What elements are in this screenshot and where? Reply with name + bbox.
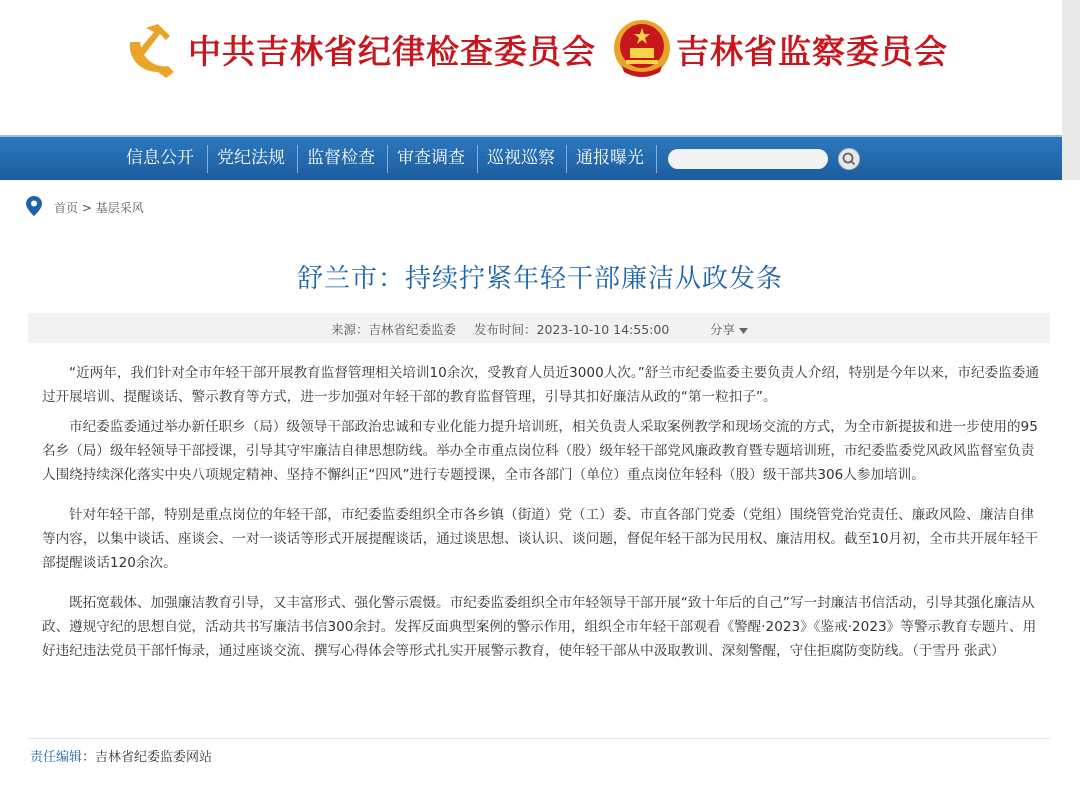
time-value: 2023-10-10 14:55:00 — [536, 322, 670, 337]
share-label: 分享 — [710, 322, 736, 337]
search-button[interactable] — [838, 148, 860, 170]
breadcrumb-separator: > — [81, 201, 92, 215]
nav-divider — [207, 145, 208, 173]
nav-item-investigation[interactable]: 审查调查 — [397, 148, 465, 168]
article-title: 舒兰市：持续拧紧年轻干部廉洁从政发条 — [296, 264, 783, 294]
nav-divider — [477, 145, 478, 173]
location-pin-icon — [26, 196, 42, 216]
search-icon — [839, 149, 859, 169]
editor-value: 吉林省纪委监委网站 — [95, 750, 213, 765]
nav-item-inspection-tour[interactable]: 巡视巡察 — [487, 148, 555, 168]
national-emblem-icon — [612, 18, 672, 80]
footer-divider — [28, 738, 1050, 739]
nav-item-party-regulations[interactable]: 党纪法规 — [217, 148, 285, 168]
caret-down-icon — [739, 328, 748, 334]
nav-divider — [297, 145, 298, 173]
party-emblem-icon — [118, 20, 180, 82]
nav-item-supervision[interactable]: 监督检查 — [307, 148, 375, 168]
share-button[interactable] — [710, 320, 748, 338]
article-paragraph: “近两年，我们针对全市年轻干部开展教育监督管理相关培训10余次，受教育人员近3000人次。”舒兰市纪委监委主要负责人介绍，特别是今年以来，市纪委监委通过开展培训、提醒谈话、警示教育等方式，进一步加强对年轻干部的教育监督管理，引导其扣好廉洁从政的“第一粒扣子”。 — [42, 365, 1039, 405]
nav-item-info-disclosure[interactable]: 信息公开 — [126, 148, 194, 168]
breadcrumb-home-link[interactable]: 首页 — [54, 201, 79, 215]
org-name-discipline: 中共吉林省纪律检查委员会 — [188, 32, 596, 71]
editor-separator: ： — [82, 750, 96, 765]
breadcrumb-current-link[interactable]: 基层采风 — [95, 201, 144, 215]
editor-label: 责任编辑 — [30, 750, 83, 765]
article-meta-bar — [28, 313, 1050, 343]
source-value: 吉林省纪委监委 — [368, 322, 457, 337]
nav-divider — [566, 145, 567, 173]
org-name-supervision: 吉林省监察委员会 — [676, 32, 948, 71]
time-label: 发布时间： — [474, 322, 537, 337]
nav-divider — [656, 145, 657, 173]
nav-item-exposure[interactable]: 通报曝光 — [576, 148, 644, 168]
main-nav — [0, 135, 1062, 180]
site-header — [0, 0, 1062, 135]
article-paragraph: 市纪委监委通过举办新任职乡（局）级领导干部政治忠诚和专业化能力提升培训班，相关负责人采取案例教学和现场交流的方式，为全市新提拔和进一步使用的95名乡（局）级年轻领导干部授课，引导其守牢廉洁自律思想防线。举办全市重点岗位科（股）级年轻干部党风廉政教育暨专题培训班，市纪委监委党风政风监督室负责人围绕持续深化落实中央八项规定精神、坚持不懈纠正“四风”进行专题授课，全市各部门（单位）重点岗位年轻科（股）级干部共306人参加培训。 — [42, 419, 1038, 483]
source-label: 来源： — [331, 322, 369, 337]
article-publish-time — [474, 320, 669, 338]
article-source — [331, 320, 456, 338]
article-body — [42, 361, 1042, 663]
article-paragraph: 针对年轻干部，特别是重点岗位的年轻干部，市纪委监委组织全市各乡镇（街道）党（工）委、市直各部门党委（党组）围绕管党治党责任、廉政风险、廉洁自律等内容，以集中谈话、座谈会、一对一谈话等形式开展提醒谈话，通过谈思想、谈认识、谈问题，督促年轻干部为民用权、廉洁用权。截至10月初，全市共开展年轻干部提醒谈话120余次。 — [42, 507, 1039, 571]
article-paragraph: 既拓宽载体、加强廉洁教育引导，又丰富形式、强化警示震慑。市纪委监委组织全市年轻领导干部开展“致十年后的自己”写一封廉洁书信活动，引导其强化廉洁从政、遵规守纪的思想自觉，活动共书写廉洁书信300余封。发挥反面典型案例的警示作用，组织全市年轻干部观看《警醒·2023》《鉴戒·2023》等警示教育专题片、用好违纪违法党员干部忏悔录，通过座谈交流、撰写心得体会等形式扎实开展警示教育，使年轻干部从中汲取教训、深刻警醒，守住拒腐防变防线。（于雪丹 张武） — [42, 595, 1037, 659]
page-edge — [1062, 0, 1080, 180]
nav-divider — [387, 145, 388, 173]
responsible-editor — [30, 746, 212, 765]
search-input[interactable] — [668, 149, 828, 169]
